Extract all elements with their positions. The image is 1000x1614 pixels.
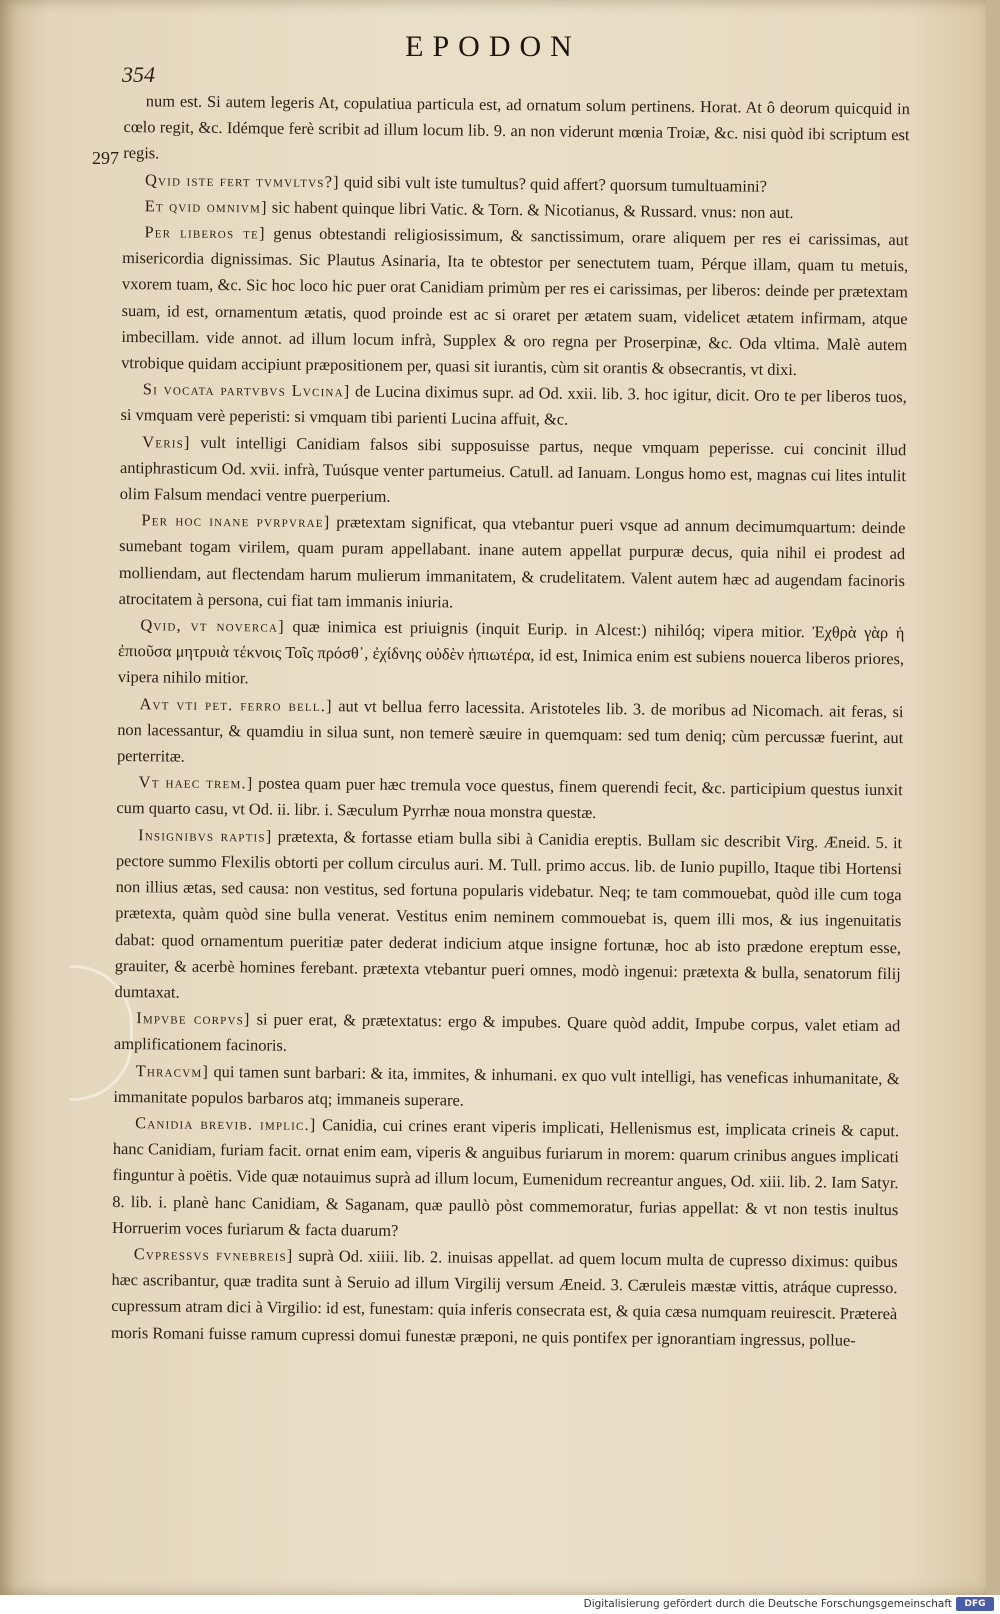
- paragraph-text: qui tamen sunt barbari: & ita, immites, & inhumani. ex quo vult intelligi, has veneficas inhumanitate, & immanitate populos barbaros atq; immaneis superare.: [113, 1061, 900, 1110]
- paragraph-text: aut vt bellua ferro lacessita. Aristoteles lib. 3. de moribus ad Nicomach. ait feras, si non lacessantur, & quamdiu in silua sunt, non temerè sæuire in quemquam: sed tum deniq; cùm percussæ fuerint, aut perterritæ.: [116, 695, 904, 766]
- paragraph-text: quid sibi vult iste tumultus? quid affert? quorsum tumultuamini?: [343, 171, 768, 196]
- paragraph: [120, 429, 907, 516]
- paragraph: [119, 507, 906, 620]
- lemma: Impvbe corpvs]: [136, 1008, 251, 1029]
- paragraph-text: num est. Si autem legeris At, copulatiua particula est, ad ornatum solum pertinens. Horat. At ô deorum quicquid in cœlo regit, &c. Idémque ferè scribit ad illum locum lib. 9. an non viderunt mœnia Troiæ, &c. nisi quòd ibi scriptum est regis.: [123, 91, 910, 163]
- paragraph-text: prætexta, & fortasse etiam bulla sibi à Canidia ereptis. Bullam sic describit Virg. Æneid. 5. it pectore summo Flexilis obtorti per collum circulus auri. M. Tull. primo accus. lib. de Iunio pupillo, Itaque tibi Hortensi non illius ætas, sed causa: non vestitus, sed fortuna popularis videbatur. Neq; te tam commouebat, quòd ille cum toga prætexta, quàm quòd sine bulla venerat. Vestitus enim neminem commouebat is, quem illi mos, & ius ingenuitatis dabat: quod ornamentum pueritiæ pater dederat indicium atque insigne fortunæ, hoc ab isto prædone ereptum esse, grauiter, & acerbè homines ferebant. prætexta vtebantur pueri omnes, modò ingenui: prætexta & bulla, senatorum filij dumtaxat.: [114, 826, 903, 1002]
- paragraph-text: prætextam significat, qua vtebantur pueri vsque ad annum decimumquartum: deinde sumebant togam virilem, quam puram appellabant. inane autem appellat purpuræ decus, quia nihil ei prodest ad molliendam, aut flectendam harum mulierum immanitatem, & crudelitatem. Valent autem hæc ad augendam facinoris atrocitatem à persona, cui fiat tam immanis iniuria.: [118, 512, 906, 612]
- lemma: Per hoc inane pvrpvrae]: [141, 510, 331, 532]
- paragraph-text: genus obtestandi religiosissimum, & sanctissimum, orare aliquem per res ei carissimas, aut misericordia dignissimas. Sic Plautus Asinaria, Ita te obtestor per senectutem tuam, Pérque illam, quam tu metuis, vxorem tuam, &c. Sic hoc loco hic puer orat Canidiam primùm per res ei carissimas, per liberos: deinde per prætextam suam, id est, ornamentum ætatis, quod proinde est ac si oraret per ætatem suam, videlicet ætatem infirmam, atque imbecillam. vide annot. ad illum locum infrà, Supplex & oro regna per Proserpinæ, &c. Oda vltima. Malè autem vtrobique quidam accipiunt præpositionem per, quasi sit iurantis, cùm sit orantis & obsecrantis, vt dixi.: [121, 223, 909, 380]
- paragraph-text: quæ inimica est priuignis (inquit Eurip. in Alcest:) nihilóq; vipera mitior. Ἐχθρὰ γὰρ ἡ ἐπιοῦσα μητρυιὰ τέκνοις Τοῖς πρόσθ᾽, ἐχίδνης οὐδὲν ἠπιωτέρα, id est, Inimica enim est subiens nouerca liberos priores, vipera nihilo mitior.: [117, 616, 905, 688]
- lemma: Vt haec trem.]: [138, 772, 254, 793]
- lemma: Insignibvs raptis]: [138, 824, 273, 846]
- lemma: Canidia brevib. implic.]: [135, 1113, 317, 1134]
- lemma: Si vocata partvbvs Lvcina]: [142, 379, 351, 401]
- paragraph: [112, 1110, 899, 1249]
- lemma: Et qvid omnivm]: [144, 196, 268, 217]
- paragraph: [116, 769, 903, 830]
- paragraph-text: vult intelligi Canidiam falsos sibi supposuisse partus, neque vmquam peperisse. cui concinit illud antiphrasticum Od. xvii. infrà, Tuúsque venter partumeius. Catull. ad Ianuam. Longus homo est, magnas cui lites intulit olim Falsum mendaci ventre puerperium.: [119, 432, 907, 506]
- lemma: Per liberos te]: [144, 222, 266, 243]
- funding-credit: Digitalisierung gefördert durch die Deutsche Forschungsgemeinschaft: [583, 1598, 952, 1610]
- paragraph: [117, 691, 904, 778]
- paragraph: [120, 376, 907, 437]
- paragraph-text: suprà Od. xiiii. lib. 2. inuisas appellat. ad quem locum multa de cupresso diximus: quibus hæc ascribantur, quæ tradita sunt à Seruio ad illum Virgilij versum Æneid. 3. Cæruleis mæstæ vittis, atráque cupresso. cupressum atram dici à Virgilio: id est, funestam: quia inferis consecrata est, & quia cæsa numquam reuirescit. Prætereà moris Romani fuisse ramum cupressi domui funestæ præponi, ne quis pontifex per ignorantiam ingressus, pollue-: [110, 1245, 898, 1350]
- dfg-logo: DFG: [956, 1597, 994, 1611]
- paragraph: [123, 88, 910, 175]
- paragraph: [114, 822, 902, 1014]
- paragraph-text: Canidia, cui crines erant viperis implicati, Hellenismus est, implicata crineis & caput. hanc Canidiam, furiam facit. ornat enim eam, viperis & anguibus furiarum in morem: quarum crinibus angues implicati finguntur à poëtis. Vide quæ notauimus suprà ad illum locum, Eumenidum recreantur angues, Od. xiii. lib. 2. Iam Satyr. 8. lib. i. planè hanc Canidiam, & Saganam, quæ paullò pòst commemoratur, furias appellat: & vt non testis inultus Horruerim voces furiarum & facta duarum?: [111, 1115, 900, 1240]
- lemma: Thracvm]: [135, 1060, 210, 1081]
- paragraph-text: si puer erat, & prætextatus: ergo & impubes. Quare quòd addit, Impube corpus, valet etiam ad amplificationem facinoris.: [113, 1009, 901, 1056]
- paragraph: [111, 1241, 898, 1354]
- lemma: Cvpressvs fvnebreis]: [133, 1244, 294, 1265]
- page-number: 354: [122, 62, 155, 87]
- paragraph-text: sic habent quinque libri Vatic. & Torn. & Nicotianus, & Russard. vnus: non aut.: [271, 197, 794, 222]
- margin-line-number: 297: [92, 148, 119, 168]
- commentary-text: [111, 88, 910, 1354]
- paragraph: [114, 1005, 901, 1066]
- lemma: Veris]: [142, 431, 191, 452]
- running-head: EPODON: [405, 30, 581, 63]
- lemma: Avt vti pet. ferro bell.]: [139, 693, 333, 715]
- lemma: Qvid iste fert tvmvltvs?]: [144, 169, 340, 191]
- paragraph: [121, 219, 909, 384]
- paragraph: [113, 1057, 900, 1118]
- paragraph-text: de Lucina diximus supr. ad Od. xxii. lib. 3. hoc igitur, dicit. Oro te per liberos tuos, si vmquam verè peperisti: si vmquam tibi parienti Lucina affuit, &c.: [120, 381, 907, 430]
- paragraph: [118, 612, 905, 699]
- paragraph-text: postea quam puer hæc tremula voce questus, finem querendi fecit, &c. participium questus iunxit cum quarto casu, vt Od. ii. libr. i. Sæculum Pyrrhæ noua monstra questæ.: [116, 773, 903, 823]
- lemma: Qvid, vt noverca]: [140, 615, 285, 636]
